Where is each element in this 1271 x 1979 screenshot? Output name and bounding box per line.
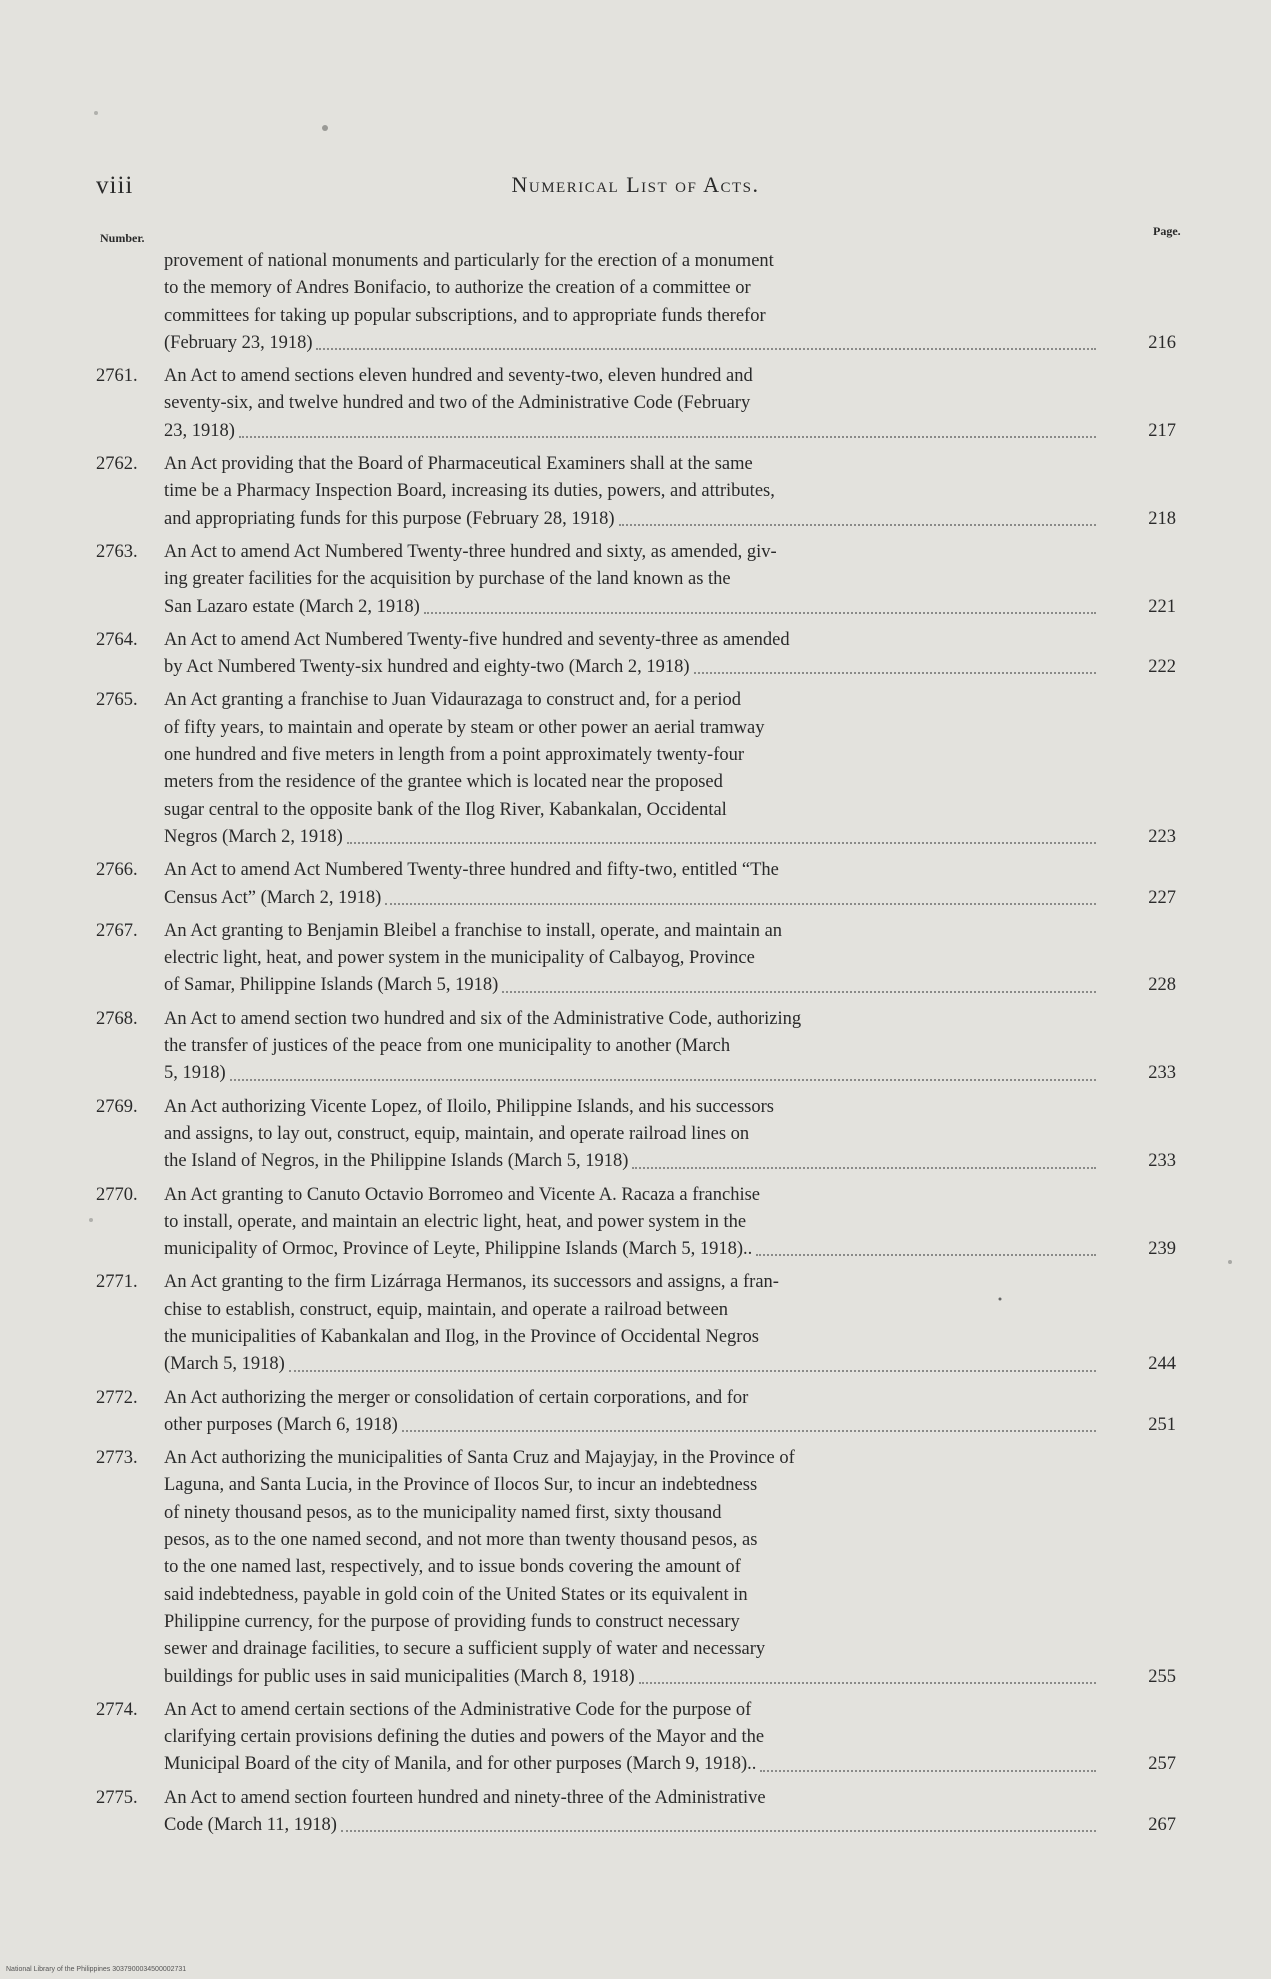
act-title-line: sugar central to the opposite bank of the Ilog River, Kabankalan, Occidental — [164, 799, 727, 820]
act-title-line: of ninety thousand pesos, as to the municipality named first, sixty thousand — [164, 1502, 722, 1523]
act-title — [164, 857, 1100, 912]
act-title-line: An Act granting a franchise to Juan Vidaurazaga to construct and, for a period — [164, 690, 741, 711]
act-entry — [96, 857, 1176, 912]
act-number — [96, 248, 164, 357]
page-number: 216 — [1148, 332, 1176, 353]
act-number: 2764. — [96, 629, 138, 650]
act-title-line: seventy-six, and twelve hundred and two of the Administrative Code (February — [164, 393, 751, 414]
act-title-line: An Act to amend section fourteen hundred and ninety-three of the Administrative — [164, 1787, 766, 1808]
act-title-line: the transfer of justices of the peace from one municipality to another (March — [164, 1036, 731, 1057]
act-title — [164, 363, 1100, 445]
act-number: 2766. — [96, 860, 138, 881]
act-entry — [96, 539, 1176, 621]
dot-leader — [316, 330, 1096, 350]
act-title-line: sewer and drainage facilities, to secure a sufficient supply of water and necessary — [164, 1639, 766, 1660]
page-number: 217 — [1148, 420, 1176, 441]
act-number: 2769. — [96, 1096, 138, 1117]
dot-leader — [756, 1236, 1096, 1256]
act-number: 2771. — [96, 1272, 138, 1293]
running-title: Numerical List of Acts. — [511, 172, 760, 197]
act-entry — [96, 1785, 1176, 1840]
act-entry — [96, 363, 1176, 445]
act-number: 2770. — [96, 1184, 138, 1205]
page-column-label: Page. — [1153, 224, 1181, 238]
act-number: 2765. — [96, 690, 138, 711]
act-title-line — [164, 654, 1100, 681]
act-entry — [96, 451, 1176, 533]
act-title-line: clarifying certain provisions defining the duties and powers of the Mayor and the — [164, 1727, 765, 1748]
act-entry — [96, 918, 1176, 1000]
dot-leader — [385, 885, 1096, 905]
act-title-line: Philippine currency, for the purpose of providing funds to construct necessary — [164, 1611, 740, 1632]
act-title-line: to the one named last, respectively, and to issue bonds covering the amount of — [164, 1557, 741, 1578]
act-title-line — [164, 824, 1100, 851]
act-title — [164, 451, 1100, 533]
acts-list — [96, 248, 1176, 1845]
act-title-line — [164, 1751, 1100, 1778]
dot-leader — [239, 418, 1096, 438]
page-number: 221 — [1148, 596, 1176, 617]
act-entry — [96, 1006, 1176, 1088]
act-number: 2761. — [96, 366, 138, 387]
act-title-line: An Act granting to the firm Lizárraga Hermanos, its successors and assigns, a fran- — [164, 1272, 779, 1293]
act-title-line — [164, 1351, 1100, 1378]
act-title-text: San Lazaro estate (March 2, 1918) — [164, 596, 420, 617]
act-title-line: An Act to amend Act Numbered Twenty-three hundred and sixty, as amended, giv- — [164, 541, 777, 562]
act-number: 2763. — [96, 541, 138, 562]
act-entry — [96, 1697, 1176, 1779]
dot-leader — [632, 1148, 1096, 1168]
act-title-line: An Act to amend Act Numbered Twenty-three hundred and fifty-two, entitled “The — [164, 860, 779, 881]
act-title-line: An Act to amend section two hundred and six of the Administrative Code, authorizing — [164, 1008, 802, 1029]
act-title — [164, 627, 1100, 682]
act-title-line: An Act authorizing the municipalities of Santa Cruz and Majayjay, in the Province of — [164, 1448, 795, 1469]
act-title-line: meters from the residence of the grantee which is located near the proposed — [164, 772, 723, 793]
dot-leader — [694, 654, 1097, 674]
act-title-line: of fifty years, to maintain and operate by steam or other power an aerial tramway — [164, 717, 765, 738]
act-title-line — [164, 972, 1100, 999]
act-title-text: Census Act” (March 2, 1918) — [164, 887, 382, 908]
dot-leader — [760, 1751, 1096, 1771]
act-title-line: and assigns, to lay out, construct, equip, maintain, and operate railroad lines on — [164, 1123, 750, 1144]
act-title — [164, 687, 1100, 851]
dot-leader — [639, 1664, 1096, 1684]
page-number: 239 — [1148, 1239, 1176, 1260]
digitization-credit: National Library of the Philippines 3037900034500002731 — [6, 1966, 187, 1973]
act-title-line: to install, operate, and maintain an electric light, heat, and power system in the — [164, 1211, 747, 1232]
act-title-text: and appropriating funds for this purpose (February 28, 1918) — [164, 508, 615, 529]
act-title-line: An Act authorizing the merger or consolidation of certain corporations, and for — [164, 1387, 749, 1408]
act-title — [164, 918, 1100, 1000]
act-title-line: provement of national monuments and particularly for the erection of a monument — [164, 251, 774, 271]
page-number: 233 — [1148, 1151, 1176, 1172]
act-title-text: Municipal Board of the city of Manila, and for other purposes (March 9, 1918).. — [164, 1754, 757, 1775]
act-title-text: of Samar, Philippine Islands (March 5, 1918) — [164, 975, 499, 996]
act-title-line — [164, 506, 1100, 533]
act-number: 2775. — [96, 1787, 138, 1808]
act-title-line: An Act granting to Benjamin Bleibel a franchise to install, operate, and maintain an — [164, 920, 783, 941]
act-entry — [96, 1182, 1176, 1264]
act-number: 2772. — [96, 1387, 138, 1408]
page-number: 223 — [1148, 826, 1176, 847]
act-title-line — [164, 330, 1100, 357]
act-title-line — [164, 594, 1100, 621]
act-entry — [96, 248, 1176, 357]
act-title-line — [164, 418, 1100, 445]
act-title-text: 5, 1918) — [164, 1063, 226, 1084]
act-title — [164, 1445, 1100, 1691]
act-title — [164, 1006, 1100, 1088]
act-title — [164, 539, 1100, 621]
act-entry — [96, 627, 1176, 682]
dot-leader — [341, 1812, 1096, 1832]
act-title-line — [164, 1236, 1100, 1263]
page-number: 222 — [1148, 657, 1176, 678]
act-title-text: (February 23, 1918) — [164, 332, 313, 353]
act-title-line — [164, 1060, 1100, 1087]
act-title-text: buildings for public uses in said municipalities (March 8, 1918) — [164, 1666, 635, 1687]
act-title — [164, 1385, 1100, 1440]
act-title-line — [164, 1812, 1100, 1839]
act-title-line: to the memory of Andres Bonifacio, to authorize the creation of a committee or — [164, 278, 751, 299]
act-title-text: 23, 1918) — [164, 420, 235, 441]
act-number: 2773. — [96, 1448, 138, 1469]
folio-number: viii — [96, 172, 134, 199]
act-title-text: Negros (March 2, 1918) — [164, 826, 343, 847]
act-title — [164, 1785, 1100, 1840]
act-entry — [96, 1269, 1176, 1378]
page-number: 255 — [1148, 1666, 1176, 1687]
page-number: 227 — [1148, 887, 1176, 908]
act-entry — [96, 1445, 1176, 1691]
act-title-line: An Act providing that the Board of Pharmaceutical Examiners shall at the same — [164, 454, 753, 475]
act-title-line: the municipalities of Kabankalan and Ilog, in the Province of Occidental Negros — [164, 1326, 759, 1347]
act-title-line: An Act to amend Act Numbered Twenty-five hundred and seventy-three as amended — [164, 629, 790, 650]
page-number: 257 — [1148, 1754, 1176, 1775]
dot-leader — [619, 506, 1096, 526]
dot-leader — [289, 1351, 1096, 1371]
act-title-text: the Island of Negros, in the Philippine Islands (March 5, 1918) — [164, 1151, 629, 1172]
act-title — [164, 1697, 1100, 1779]
page-number: 244 — [1148, 1354, 1176, 1375]
act-title-text: Code (March 11, 1918) — [164, 1815, 337, 1836]
dot-leader — [402, 1412, 1096, 1432]
act-title-line: An Act to amend sections eleven hundred and seventy-two, eleven hundred and — [164, 366, 753, 387]
act-number: 2762. — [96, 454, 138, 475]
act-title-line: Laguna, and Santa Lucia, in the Province of Ilocos Sur, to incur an indebtedness — [164, 1475, 758, 1496]
act-title-line: chise to establish, construct, equip, maintain, and operate a railroad between — [164, 1299, 729, 1320]
act-title-text: other purposes (March 6, 1918) — [164, 1414, 398, 1435]
dot-leader — [230, 1060, 1096, 1080]
act-title-line: one hundred and five meters in length from a point approximately twenty-four — [164, 745, 745, 766]
dot-leader — [502, 972, 1096, 992]
act-title-line: time be a Pharmacy Inspection Board, increasing its duties, powers, and attributes, — [164, 481, 775, 502]
act-number: 2768. — [96, 1008, 138, 1029]
act-title-line: said indebtedness, payable in gold coin of the United States or its equivalent in — [164, 1584, 748, 1605]
dot-leader — [424, 594, 1096, 614]
act-number: 2774. — [96, 1699, 138, 1720]
page-number: 233 — [1148, 1063, 1176, 1084]
act-entry — [96, 1094, 1176, 1176]
act-title-line: electric light, heat, and power system in the municipality of Calbayog, Province — [164, 948, 755, 969]
act-title-text: (March 5, 1918) — [164, 1354, 285, 1375]
act-title-line: An Act to amend certain sections of the Administrative Code for the purpose of — [164, 1699, 752, 1720]
page-number: 218 — [1148, 508, 1176, 529]
act-title-text: municipality of Ormoc, Province of Leyte, Philippine Islands (March 5, 1918).. — [164, 1239, 753, 1260]
act-title-line: An Act granting to Canuto Octavio Borromeo and Vicente A. Racaza a franchise — [164, 1184, 761, 1205]
act-title-line: committees for taking up popular subscriptions, and to appropriate funds therefor — [164, 305, 766, 326]
act-title-line — [164, 885, 1100, 912]
act-title — [164, 1094, 1100, 1176]
act-title-text: by Act Numbered Twenty-six hundred and eighty-two (March 2, 1918) — [164, 657, 690, 678]
dot-leader — [347, 824, 1096, 844]
page-number: 228 — [1148, 975, 1176, 996]
act-title — [164, 1182, 1100, 1264]
number-column-label: Number. — [100, 231, 145, 245]
page-number: 267 — [1148, 1815, 1176, 1836]
act-title — [164, 1269, 1100, 1378]
act-title — [164, 248, 1100, 357]
page-number: 251 — [1148, 1414, 1176, 1435]
act-number: 2767. — [96, 920, 138, 941]
act-title-line — [164, 1664, 1100, 1691]
act-title-line: An Act authorizing Vicente Lopez, of Iloilo, Philippine Islands, and his successors — [164, 1096, 774, 1117]
act-title-line — [164, 1148, 1100, 1175]
act-title-line: pesos, as to the one named second, and not more than twenty thousand pesos, as — [164, 1530, 758, 1551]
act-entry — [96, 1385, 1176, 1440]
act-title-line — [164, 1412, 1100, 1439]
act-title-line: ing greater facilities for the acquisition by purchase of the land known as the — [164, 569, 731, 590]
act-entry — [96, 687, 1176, 851]
